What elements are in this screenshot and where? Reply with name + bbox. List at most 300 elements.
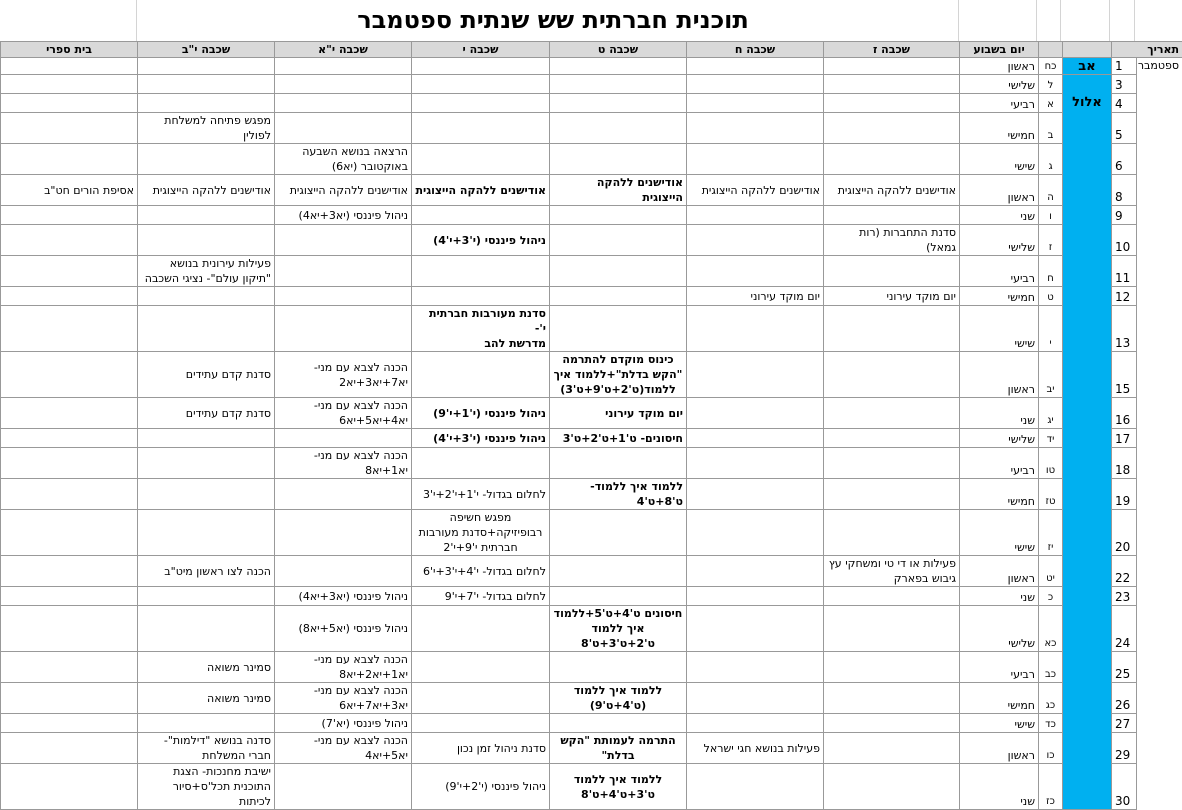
header-day[interactable]: יום בשבוע — [960, 42, 1039, 58]
cell-grade-11[interactable]: הרצאה בנושא השבעה באוקטובר (יא6) — [275, 144, 412, 175]
header-grade-10[interactable]: שכבה י — [412, 42, 550, 58]
cell-grade-12[interactable] — [138, 225, 275, 256]
cell-grade-10[interactable]: ניהול פיננסי (י'3+י'4) — [412, 429, 550, 448]
cell-hebrew-date[interactable]: יב — [1039, 352, 1063, 398]
table-row — [1, 606, 1182, 652]
cell-grade-10[interactable] — [412, 144, 550, 175]
cell-grade-9[interactable] — [550, 113, 687, 144]
cell-grade-11[interactable] — [275, 556, 412, 587]
cell-school[interactable] — [1, 714, 138, 733]
cell-grade-7[interactable] — [824, 683, 960, 714]
table-row — [1, 510, 1182, 556]
cell-grade-8[interactable] — [687, 714, 824, 733]
cell-day-number[interactable]: 12 — [1112, 287, 1137, 306]
cell-grade-9[interactable] — [550, 510, 687, 556]
table-row — [1, 429, 1182, 448]
grid-line — [136, 0, 137, 41]
cell-grade-9[interactable] — [550, 448, 687, 479]
cell-grade-12[interactable] — [138, 75, 275, 94]
cell-grade-10[interactable]: מפגש חשיפה רבופיזיקה+סדנת מעורבות חברתית י'9+י'2 — [412, 510, 550, 556]
cell-day[interactable]: שישי — [960, 510, 1039, 556]
cell-day[interactable]: שלישי — [960, 606, 1039, 652]
cell-day[interactable]: שני — [960, 764, 1039, 810]
cell-hebrew-date[interactable]: כד — [1039, 714, 1063, 733]
cell-grade-10[interactable] — [412, 75, 550, 94]
cell-grade-11[interactable] — [275, 306, 412, 352]
cell-grade-8[interactable] — [687, 256, 824, 287]
cell-school[interactable] — [1, 764, 138, 810]
cell-school[interactable] — [1, 398, 138, 429]
cell-school[interactable] — [1, 206, 138, 225]
cell-day[interactable]: ראשון — [960, 175, 1039, 206]
cell-grade-7[interactable] — [824, 113, 960, 144]
table-row — [1, 352, 1182, 398]
cell-school[interactable] — [1, 225, 138, 256]
title-row — [0, 0, 1182, 41]
cell-grade-12[interactable]: ישיבת מחנכות- הצגת התוכנית תכל'ס+סיור לכיתות — [138, 764, 275, 810]
month-label: ספטמבר — [1140, 58, 1179, 73]
cell-grade-7[interactable] — [824, 75, 960, 94]
table-row — [1, 256, 1182, 287]
cell-grade-7[interactable] — [824, 306, 960, 352]
cell-day-number[interactable]: 26 — [1112, 683, 1137, 714]
cell-grade-10[interactable] — [412, 352, 550, 398]
cell-grade-7[interactable] — [824, 58, 960, 75]
cell-grade-12[interactable]: סמינר משואה — [138, 652, 275, 683]
cell-grade-8[interactable] — [687, 652, 824, 683]
cell-grade-8[interactable] — [687, 58, 824, 75]
cell-grade-9[interactable]: חיסונים- ט'1+ט'2+ט'3 — [550, 429, 687, 448]
cell-grade-12[interactable]: סמינר משואה — [138, 683, 275, 714]
cell-day-number[interactable]: 24 — [1112, 606, 1137, 652]
cell-grade-7[interactable] — [824, 764, 960, 810]
cell-day[interactable]: שלישי — [960, 75, 1039, 94]
cell-grade-10[interactable]: ניהול פיננסי (י'2+י'9) — [412, 764, 550, 810]
cell-grade-11[interactable] — [275, 510, 412, 556]
cell-school[interactable] — [1, 556, 138, 587]
cell-day[interactable]: ראשון — [960, 733, 1039, 764]
table-row — [1, 556, 1182, 587]
cell-day[interactable]: רביעי — [960, 652, 1039, 683]
header-grade-9[interactable]: שכבה ט — [550, 42, 687, 58]
hebrew-month-av[interactable]: אב — [1063, 58, 1112, 75]
cell-day-number[interactable]: 10 — [1112, 225, 1137, 256]
cell-day-number[interactable]: 6 — [1112, 144, 1137, 175]
cell-day-number[interactable]: 19 — [1112, 479, 1137, 510]
cell-grade-11[interactable] — [275, 479, 412, 510]
cell-grade-9[interactable] — [550, 144, 687, 175]
cell-grade-7[interactable] — [824, 352, 960, 398]
cell-grade-12[interactable] — [138, 94, 275, 113]
cell-grade-9[interactable] — [550, 58, 687, 75]
table-row — [1, 398, 1182, 429]
table-row — [1, 587, 1182, 606]
cell-day[interactable]: שלישי — [960, 429, 1039, 448]
table-row — [1, 287, 1182, 306]
cell-day[interactable]: חמישי — [960, 479, 1039, 510]
cell-grade-8[interactable] — [687, 764, 824, 810]
cell-grade-7[interactable] — [824, 587, 960, 606]
cell-grade-9[interactable] — [550, 714, 687, 733]
cell-grade-7[interactable] — [824, 606, 960, 652]
grid-line — [958, 0, 959, 41]
cell-day[interactable]: שלישי — [960, 225, 1039, 256]
header-school[interactable]: בית ספרי — [1, 42, 138, 58]
cell-grade-12[interactable]: סדנה בנושא "דילמות"- חברי המשלחת — [138, 733, 275, 764]
cell-school[interactable] — [1, 683, 138, 714]
cell-grade-11[interactable]: ניהול פיננסי (יא3+יא4) — [275, 206, 412, 225]
header-grade-7[interactable]: שכבה ז — [824, 42, 960, 58]
cell-school[interactable] — [1, 652, 138, 683]
cell-grade-11[interactable] — [275, 225, 412, 256]
cell-grade-10[interactable] — [412, 448, 550, 479]
cell-day[interactable]: שני — [960, 398, 1039, 429]
grid-line — [1109, 0, 1110, 41]
cell-grade-8[interactable] — [687, 510, 824, 556]
cell-grade-11[interactable] — [275, 429, 412, 448]
cell-grade-7[interactable] — [824, 256, 960, 287]
grid-line — [1036, 0, 1037, 41]
cell-grade-7[interactable] — [824, 94, 960, 113]
cell-hebrew-date[interactable]: יז — [1039, 510, 1063, 556]
cell-grade-9[interactable]: ללמוד איך ללמוד (ט'4+ט'9) — [550, 683, 687, 714]
cell-grade-12[interactable]: סדנת קדם עתידים — [138, 352, 275, 398]
header-hebrew-month[interactable] — [1063, 42, 1112, 58]
header-row — [1, 42, 1182, 58]
cell-grade-10[interactable]: לחלום בגדול- י'4+י'3+י'6 — [412, 556, 550, 587]
cell-grade-12[interactable] — [138, 510, 275, 556]
cell-grade-10[interactable] — [412, 652, 550, 683]
cell-grade-10[interactable] — [412, 94, 550, 113]
cell-grade-9[interactable]: אודישנים ללהקה הייצוגית — [550, 175, 687, 206]
cell-grade-9[interactable] — [550, 75, 687, 94]
cell-grade-9[interactable] — [550, 306, 687, 352]
cell-day-number[interactable]: 29 — [1112, 733, 1137, 764]
cell-hebrew-date[interactable]: כ — [1039, 587, 1063, 606]
cell-grade-9[interactable]: ללמוד איך ללמוד ט'3+ט'4+ט'8 — [550, 764, 687, 810]
header-grade-8[interactable]: שכבה ח — [687, 42, 824, 58]
cell-school[interactable] — [1, 733, 138, 764]
table-row — [1, 764, 1182, 810]
cell-grade-12[interactable] — [138, 606, 275, 652]
cell-day-number[interactable]: 18 — [1112, 448, 1137, 479]
cell-grade-10[interactable]: לחלום בגדול- י'1+י'2+י'3 — [412, 479, 550, 510]
cell-school[interactable] — [1, 144, 138, 175]
cell-grade-11[interactable]: הכנה לצבא עם מני- יא5+יא4 — [275, 733, 412, 764]
cell-grade-11[interactable] — [275, 764, 412, 810]
cell-school[interactable] — [1, 75, 138, 94]
cell-grade-9[interactable] — [550, 225, 687, 256]
cell-grade-12[interactable] — [138, 479, 275, 510]
cell-grade-12[interactable] — [138, 429, 275, 448]
table-row — [1, 75, 1182, 94]
cell-day-number[interactable]: 11 — [1112, 256, 1137, 287]
cell-grade-12[interactable]: פעילות עירונית בנושא "תיקון עולם"- נציגי השכבה — [138, 256, 275, 287]
cell-day[interactable]: שישי — [960, 144, 1039, 175]
cell-grade-9[interactable]: התרמה לעמותת "הקש בדלת" — [550, 733, 687, 764]
cell-day[interactable]: שני — [960, 587, 1039, 606]
cell-school[interactable] — [1, 113, 138, 144]
cell-day[interactable]: שני — [960, 206, 1039, 225]
cell-hebrew-date[interactable]: כב — [1039, 652, 1063, 683]
cell-grade-10[interactable]: סדנת ניהול זמן נכון — [412, 733, 550, 764]
cell-grade-7[interactable] — [824, 398, 960, 429]
cell-grade-9[interactable]: כינוס מוקדם להתרמה "הקש בדלת"+ללמוד איך ללמוד(ט'2+ט'9+ט'3) — [550, 352, 687, 398]
cell-grade-12[interactable]: אודישנים ללהקה הייצוגית — [138, 175, 275, 206]
cell-grade-9[interactable]: חיסונים ט'4+ט'5+ללמוד איך ללמוד ט'2+ט'3+ט'8 — [550, 606, 687, 652]
cell-hebrew-date[interactable]: יט — [1039, 556, 1063, 587]
cell-grade-9[interactable]: יום מוקד עירוני — [550, 398, 687, 429]
cell-day-number[interactable]: 25 — [1112, 652, 1137, 683]
cell-grade-10[interactable] — [412, 206, 550, 225]
schedule-table — [0, 41, 1182, 810]
cell-grade-11[interactable] — [275, 75, 412, 94]
cell-grade-11[interactable]: הכנה לצבא עם מני- יא1+יא8 — [275, 448, 412, 479]
cell-grade-10[interactable] — [412, 256, 550, 287]
cell-grade-11[interactable]: ניהול פיננסי (יא5+יא8) — [275, 606, 412, 652]
cell-day-number[interactable]: 17 — [1112, 429, 1137, 448]
cell-day[interactable]: ראשון — [960, 556, 1039, 587]
cell-grade-7[interactable] — [824, 652, 960, 683]
cell-grade-8[interactable] — [687, 225, 824, 256]
cell-hebrew-date[interactable]: כא — [1039, 606, 1063, 652]
cell-grade-11[interactable] — [275, 113, 412, 144]
cell-grade-10[interactable] — [412, 683, 550, 714]
cell-school[interactable] — [1, 94, 138, 113]
cell-school[interactable] — [1, 479, 138, 510]
cell-grade-8[interactable] — [687, 113, 824, 144]
cell-hebrew-date[interactable]: ח — [1039, 256, 1063, 287]
cell-grade-9[interactable] — [550, 556, 687, 587]
table-row — [1, 144, 1182, 175]
cell-grade-10[interactable] — [412, 58, 550, 75]
cell-grade-8[interactable]: פעילות בנושא חגי ישראל — [687, 733, 824, 764]
cell-hebrew-date[interactable]: ב — [1039, 113, 1063, 144]
cell-grade-7[interactable]: אודישנים ללהקה הייצוגית — [824, 175, 960, 206]
cell-day-number[interactable]: 20 — [1112, 510, 1137, 556]
cell-day[interactable]: ראשון — [960, 352, 1039, 398]
cell-grade-12[interactable]: מפגש פתיחה למשלחת לפולין — [138, 113, 275, 144]
cell-grade-8[interactable]: יום מוקד עירוני — [687, 287, 824, 306]
cell-day-number[interactable]: 3 — [1112, 75, 1137, 94]
cell-grade-11[interactable]: ניהול פיננסי (יא3+יא4) — [275, 587, 412, 606]
cell-day-number[interactable]: 4 — [1112, 94, 1137, 113]
cell-school[interactable] — [1, 606, 138, 652]
table-row — [1, 113, 1182, 144]
header-grade-11[interactable]: שכבה י"א — [275, 42, 412, 58]
cell-grade-10[interactable]: לחלום בגדול- י'7+י'9 — [412, 587, 550, 606]
table-row — [1, 175, 1182, 206]
cell-school[interactable] — [1, 352, 138, 398]
cell-school[interactable] — [1, 510, 138, 556]
cell-day-number[interactable]: 1 — [1112, 58, 1137, 75]
cell-grade-12[interactable] — [138, 58, 275, 75]
cell-school[interactable]: אסיפת הורים חט"ב — [1, 175, 138, 206]
cell-grade-12[interactable] — [138, 306, 275, 352]
cell-day-number[interactable]: 22 — [1112, 556, 1137, 587]
cell-grade-8[interactable]: אודישנים ללהקה הייצוגית — [687, 175, 824, 206]
cell-grade-7[interactable] — [824, 448, 960, 479]
cell-hebrew-date[interactable]: כח — [1039, 58, 1063, 75]
month-cell[interactable] — [1137, 58, 1182, 810]
header-date[interactable]: תאריך — [1112, 42, 1182, 58]
hebrew-month-elul[interactable] — [1063, 75, 1112, 810]
cell-grade-7[interactable] — [824, 144, 960, 175]
cell-grade-11[interactable]: הכנה לצבא עם מני- יא7+יא3+יא2 — [275, 352, 412, 398]
cell-hebrew-date[interactable]: ז — [1039, 225, 1063, 256]
cell-school[interactable] — [1, 448, 138, 479]
cell-grade-7[interactable] — [824, 206, 960, 225]
cell-grade-11[interactable]: ניהול פיננסי (יא'7) — [275, 714, 412, 733]
page-title: תוכנית חברתית שש שנתית ספטמבר — [338, 6, 768, 34]
cell-grade-11[interactable]: הכנה לצבא עם מני- יא3+יא7+יא6 — [275, 683, 412, 714]
cell-day-number[interactable]: 8 — [1112, 175, 1137, 206]
cell-grade-9[interactable] — [550, 256, 687, 287]
cell-grade-8[interactable] — [687, 206, 824, 225]
cell-grade-10[interactable]: ניהול פיננסי (י'1+י'9) — [412, 398, 550, 429]
cell-day[interactable]: חמישי — [960, 113, 1039, 144]
cell-day[interactable]: חמישי — [960, 287, 1039, 306]
cell-grade-8[interactable] — [687, 75, 824, 94]
header-hebrew-date[interactable] — [1039, 42, 1063, 58]
cell-grade-12[interactable] — [138, 206, 275, 225]
cell-grade-12[interactable] — [138, 448, 275, 479]
cell-grade-9[interactable]: ללמוד איך ללמוד- ט'8+ט'4 — [550, 479, 687, 510]
cell-school[interactable] — [1, 429, 138, 448]
cell-grade-11[interactable]: הכנה לצבא עם מני- יא1+יא2+יא8 — [275, 652, 412, 683]
cell-hebrew-date[interactable]: כג — [1039, 683, 1063, 714]
cell-day[interactable]: ראשון — [960, 58, 1039, 75]
cell-day[interactable]: רביעי — [960, 448, 1039, 479]
cell-grade-11[interactable] — [275, 287, 412, 306]
cell-school[interactable] — [1, 306, 138, 352]
cell-grade-11[interactable] — [275, 256, 412, 287]
cell-grade-9[interactable] — [550, 94, 687, 113]
cell-grade-12[interactable]: סדנת קדם עתידים — [138, 398, 275, 429]
cell-day[interactable]: שישי — [960, 306, 1039, 352]
cell-grade-12[interactable] — [138, 287, 275, 306]
table-row — [1, 206, 1182, 225]
table-row — [1, 94, 1182, 113]
grid-line — [1060, 0, 1061, 41]
table-row — [1, 58, 1182, 75]
cell-grade-8[interactable] — [687, 398, 824, 429]
cell-grade-8[interactable] — [687, 479, 824, 510]
cell-grade-8[interactable] — [687, 429, 824, 448]
cell-hebrew-date[interactable]: ו — [1039, 206, 1063, 225]
cell-hebrew-date[interactable]: טז — [1039, 479, 1063, 510]
cell-hebrew-date[interactable]: ה — [1039, 175, 1063, 206]
header-grade-12[interactable]: שכבה י"ב — [138, 42, 275, 58]
cell-grade-12[interactable] — [138, 587, 275, 606]
cell-grade-7[interactable] — [824, 429, 960, 448]
cell-grade-11[interactable]: אודישנים ללהקה הייצוגית — [275, 175, 412, 206]
cell-grade-11[interactable]: הכנה לצבא עם מני- יא4+יא5+יא6 — [275, 398, 412, 429]
cell-grade-10[interactable]: אודישנים ללהקה הייצוגית — [412, 175, 550, 206]
cell-school[interactable] — [1, 58, 138, 75]
cell-hebrew-date[interactable]: ג — [1039, 144, 1063, 175]
cell-hebrew-date[interactable]: ט — [1039, 287, 1063, 306]
cell-grade-7[interactable] — [824, 714, 960, 733]
cell-hebrew-date[interactable]: כז — [1039, 764, 1063, 810]
cell-grade-8[interactable] — [687, 306, 824, 352]
cell-grade-7[interactable] — [824, 733, 960, 764]
cell-grade-8[interactable] — [687, 448, 824, 479]
cell-hebrew-date[interactable]: טו — [1039, 448, 1063, 479]
table-row — [1, 714, 1182, 733]
table-row — [1, 683, 1182, 714]
cell-day[interactable]: רביעי — [960, 94, 1039, 113]
cell-day-number[interactable]: 5 — [1112, 113, 1137, 144]
table-row — [1, 306, 1182, 352]
cell-day-number[interactable]: 15 — [1112, 352, 1137, 398]
table-row — [1, 652, 1182, 683]
grid-line — [1134, 0, 1135, 41]
cell-grade-8[interactable] — [687, 606, 824, 652]
cell-grade-9[interactable] — [550, 587, 687, 606]
cell-hebrew-date[interactable]: א — [1039, 94, 1063, 113]
cell-hebrew-date[interactable]: י — [1039, 306, 1063, 352]
cell-grade-8[interactable] — [687, 683, 824, 714]
cell-grade-10[interactable] — [412, 287, 550, 306]
cell-day-number[interactable]: 9 — [1112, 206, 1137, 225]
cell-grade-10[interactable] — [412, 606, 550, 652]
cell-grade-12[interactable] — [138, 144, 275, 175]
cell-school[interactable] — [1, 287, 138, 306]
cell-grade-9[interactable] — [550, 206, 687, 225]
cell-hebrew-date[interactable]: כו — [1039, 733, 1063, 764]
cell-grade-9[interactable] — [550, 652, 687, 683]
table-row — [1, 733, 1182, 764]
cell-grade-8[interactable] — [687, 144, 824, 175]
cell-grade-10[interactable] — [412, 714, 550, 733]
cell-day[interactable]: רביעי — [960, 256, 1039, 287]
table-row — [1, 225, 1182, 256]
cell-grade-10[interactable]: סדנת מעורבות חברתית י'- מדרשת להב — [412, 306, 550, 352]
cell-day-number[interactable]: 13 — [1112, 306, 1137, 352]
cell-grade-8[interactable] — [687, 94, 824, 113]
cell-hebrew-date[interactable]: יד — [1039, 429, 1063, 448]
cell-grade-8[interactable] — [687, 556, 824, 587]
cell-grade-7[interactable]: סדנת התחברות (רות גמאל) — [824, 225, 960, 256]
cell-grade-7[interactable]: יום מוקד עירוני — [824, 287, 960, 306]
cell-day-number[interactable]: 27 — [1112, 714, 1137, 733]
cell-school[interactable] — [1, 256, 138, 287]
cell-hebrew-date[interactable]: יג — [1039, 398, 1063, 429]
cell-grade-7[interactable] — [824, 510, 960, 556]
cell-grade-10[interactable] — [412, 113, 550, 144]
cell-grade-10[interactable]: ניהול פיננסי (י'3+י'4) — [412, 225, 550, 256]
hebrew-month-elul-label: אלול — [1066, 75, 1108, 110]
cell-day[interactable]: חמישי — [960, 683, 1039, 714]
cell-grade-8[interactable] — [687, 352, 824, 398]
cell-grade-8[interactable] — [687, 587, 824, 606]
cell-grade-7[interactable]: פעילות או די טי ומשחקי עץ גיבוש בפארק — [824, 556, 960, 587]
cell-hebrew-date[interactable]: ל — [1039, 75, 1063, 94]
cell-grade-11[interactable] — [275, 94, 412, 113]
table-row — [1, 479, 1182, 510]
cell-grade-12[interactable]: הכנה לצו ראשון מיט"ב — [138, 556, 275, 587]
cell-day-number[interactable]: 23 — [1112, 587, 1137, 606]
cell-grade-9[interactable] — [550, 287, 687, 306]
cell-day-number[interactable]: 30 — [1112, 764, 1137, 810]
cell-day[interactable]: שישי — [960, 714, 1039, 733]
cell-school[interactable] — [1, 587, 138, 606]
cell-grade-11[interactable] — [275, 58, 412, 75]
cell-grade-7[interactable] — [824, 479, 960, 510]
cell-grade-12[interactable] — [138, 714, 275, 733]
cell-day-number[interactable]: 16 — [1112, 398, 1137, 429]
